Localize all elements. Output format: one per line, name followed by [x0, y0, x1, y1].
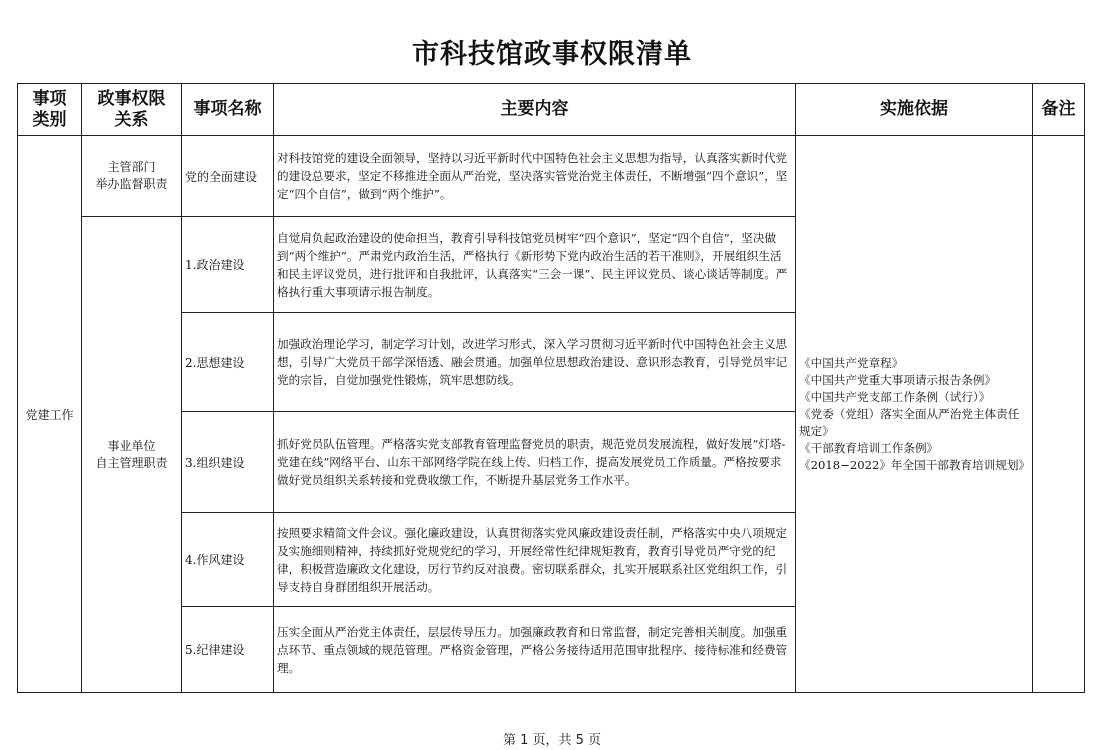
- item-content: 自觉肩负起政治建设的使命担当，教育引导科技馆党员树牢“四个意识”，坚定“四个自信”，坚决做到“两个维护”。严肃党内政治生活，严格执行《新形势下党内政治生活的若干准则》，开展组织生活和民主评议党员，进行批评和自我批评，认真落实“三会一课”、民主评议党员、谈心谈话等制度。严格执行重大事项请示报告制度。: [274, 217, 796, 313]
- basis-item: 《中国共产党重大事项请示报告条例》: [799, 372, 997, 387]
- item-name: 党的全面建设: [182, 136, 274, 217]
- page-number: 第 1 页，共 5 页: [502, 733, 602, 748]
- authority-table: [17, 83, 1085, 693]
- header-content: 主要内容: [274, 84, 796, 136]
- basis-item: 《中国共产党章程》: [799, 355, 904, 370]
- relation-cell-self: [82, 217, 182, 693]
- relation-label: 主管部门 举办监督职责: [95, 160, 168, 191]
- category-cell: 党建工作: [18, 136, 82, 693]
- item-name: 4.作风建设: [182, 513, 274, 607]
- item-content: 压实全面从严治党主体责任，层层传导压力。加强廉政教育和日常监督，制定完善相关制度。加强重点环节、重点领域的规范管理。严格资金管理，严格公务接待适用范围审批程序、接待标准和经费管理。: [274, 607, 796, 693]
- item-content: 加强政治理论学习，制定学习计划，改进学习形式，深入学习贯彻习近平新时代中国特色社会主义思想，引导广大党员干部学深悟透、融会贯通。加强单位思想政治建设、意识形态教育，引导党员牢记党的宗旨，自觉加强党性锻炼，筑牢思想防线。: [274, 313, 796, 412]
- item-name: 5.纪律建设: [182, 607, 274, 693]
- item-name: 2.思想建设: [182, 313, 274, 412]
- item-content: 对科技馆党的建设全面领导，坚持以习近平新时代中国特色社会主义思想为指导，认真落实新时代党的建设总要求，坚定不移推进全面从严治党，坚决落实管党治党主体责任，不断增强“四个意识”，坚定“四个自信”，做到“两个维护”。: [274, 136, 796, 217]
- basis-item: 《党委（党组）落实全面从严治党主体责任规定》: [799, 406, 1020, 438]
- basis-item: 《干部教育培训工作条例》: [799, 440, 939, 455]
- header-note: 备注: [1033, 84, 1085, 136]
- header-row: [18, 84, 1085, 136]
- basis-item: 《中国共产党支部工作条例（试行）》: [799, 389, 991, 404]
- table-row: [18, 136, 1085, 217]
- item-name: 1.政治建设: [182, 217, 274, 313]
- item-content: 按照要求精简文件会议。强化廉政建设，认真贯彻落实党风廉政建设责任制，严格落实中央八项规定及实施细则精神，持续抓好党规党纪的学习，开展经常性纪律规矩教育，教育引导党员严守党的纪律，积极营造廉政文化建设，厉行节约反对浪费。密切联系群众，扎实开展联系社区党组织工作，引导支持自身群团组织开展活动。: [274, 513, 796, 607]
- header-name: 事项名称: [182, 84, 274, 136]
- note-cell: [1033, 136, 1085, 693]
- basis-cell: [796, 136, 1033, 693]
- header-basis: 实施依据: [796, 84, 1033, 136]
- item-content: 抓好党员队伍管理。严格落实党支部教育管理监督党员的职责，规范党员发展流程，做好发展“灯塔-党建在线”网络平台、山东干部网络学院在线上传、归档工作，提高发展党员工作质量。严格按要求做好党员组织关系转接和党费收缴工作，不断提升基层党务工作水平。: [274, 412, 796, 513]
- item-name: 3.组织建设: [182, 412, 274, 513]
- header-category: 事项类别: [18, 84, 82, 136]
- header-relation: 政事权限关系: [82, 84, 182, 136]
- relation-label: 事业单位 自主管理职责: [95, 438, 168, 470]
- page-title: 市科技馆政事权限清单: [412, 39, 692, 70]
- relation-cell-supervisor: [82, 136, 182, 217]
- basis-item: 《2018−2022》年全国干部教育培训规划》: [799, 457, 1031, 472]
